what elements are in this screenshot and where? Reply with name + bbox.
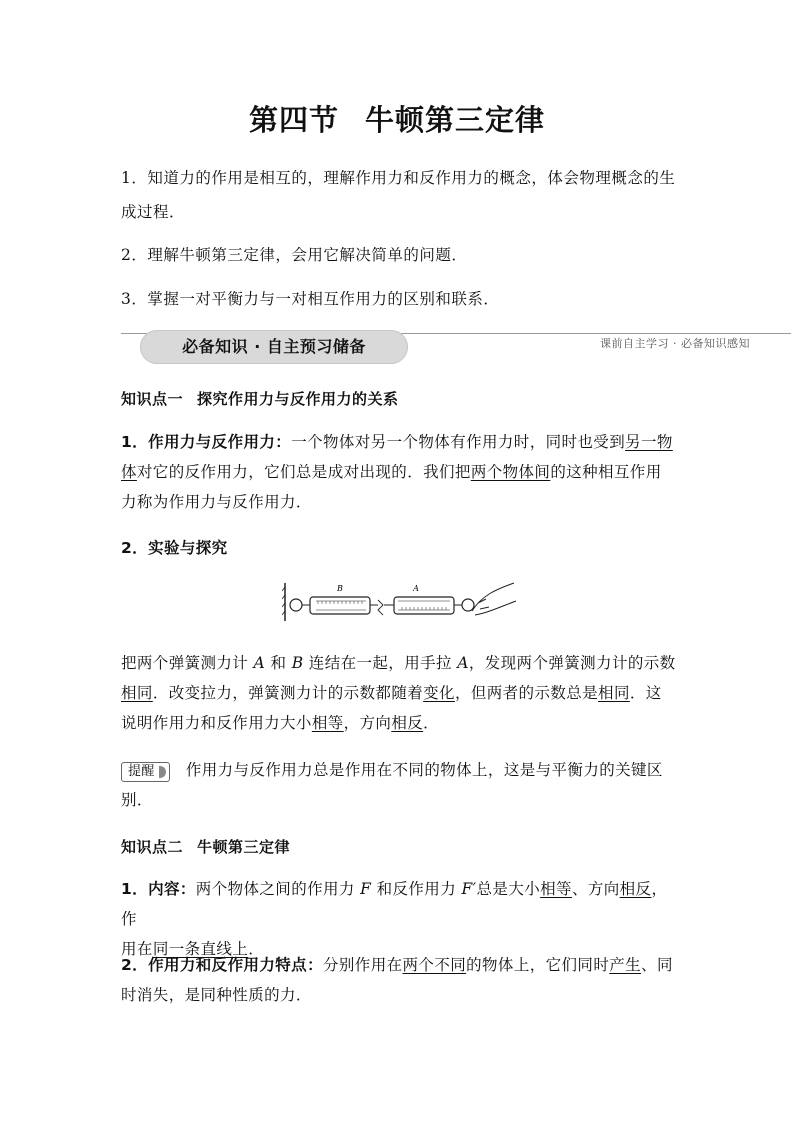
kp2-paragraph-2: 2．作用力和反作用力特点：分别作用在两个不同的物体上，它们同时产生、同 时消失，是同种性质的力． xyxy=(121,956,673,1004)
knowledge-point-1-heading: 知识点一 探究作用力与反作用力的关系 xyxy=(121,390,399,408)
knowledge-point-2-heading: 知识点二 牛顿第三定律 xyxy=(121,838,291,856)
section-number: 第四节 xyxy=(248,103,339,137)
scale-a-label: A xyxy=(413,584,419,593)
scale-b-label: B xyxy=(337,584,343,593)
spring-scale-figure xyxy=(282,577,517,627)
tip-badge: 提醒 xyxy=(121,762,170,782)
section-banner-subtitle: 课前自主学习 · 必备知识感知 xyxy=(600,337,750,350)
kp1-tip: 提醒 作用力与反作用力总是作用在不同的物体上，这是与平衡力的关键区 别． xyxy=(121,761,663,809)
kp1-paragraph-1: 1．作用力与反作用力：一个物体对另一个物体有作用力时，同时也受到另一物 体对它的反作用力，它们总是成对出现的．我们把两个物体间的这种相互作用 力称为作用力与反作用力． xyxy=(121,433,673,511)
learning-goal-1: 1．知道力的作用是相互的，理解作用力和反作用力的概念，体会物理概念的生 成过程． xyxy=(121,169,676,221)
kp1-paragraph-3: 把两个弹簧测力计 A 和 B 连结在一起，用手拉 A，发现两个弹簧测力计的示数 相同．改变拉力，弹簧测力计的示数都随着变化，但两者的示数总是相同．这 说明作用力和反作用力大小相等，方向相反． xyxy=(121,654,676,732)
kp2-paragraph-1: 1．内容：两个物体之间的作用力 F 和反作用力 F′总是大小相等、方向相反，作 用在同一条直线上． xyxy=(121,880,668,958)
learning-goal-2: 2．理解牛顿第三定律，会用它解决简单的问题． xyxy=(121,246,468,264)
page-title xyxy=(0,98,794,139)
learning-goal-3: 3．掌握一对平衡力与一对相互作用力的区别和联系． xyxy=(121,290,500,308)
section-banner-label: 必备知识 · 自主预习储备 xyxy=(182,337,366,356)
kp1-paragraph-2: 2．实验与探究 xyxy=(121,539,228,557)
section-title: 牛顿第三定律 xyxy=(365,103,546,137)
